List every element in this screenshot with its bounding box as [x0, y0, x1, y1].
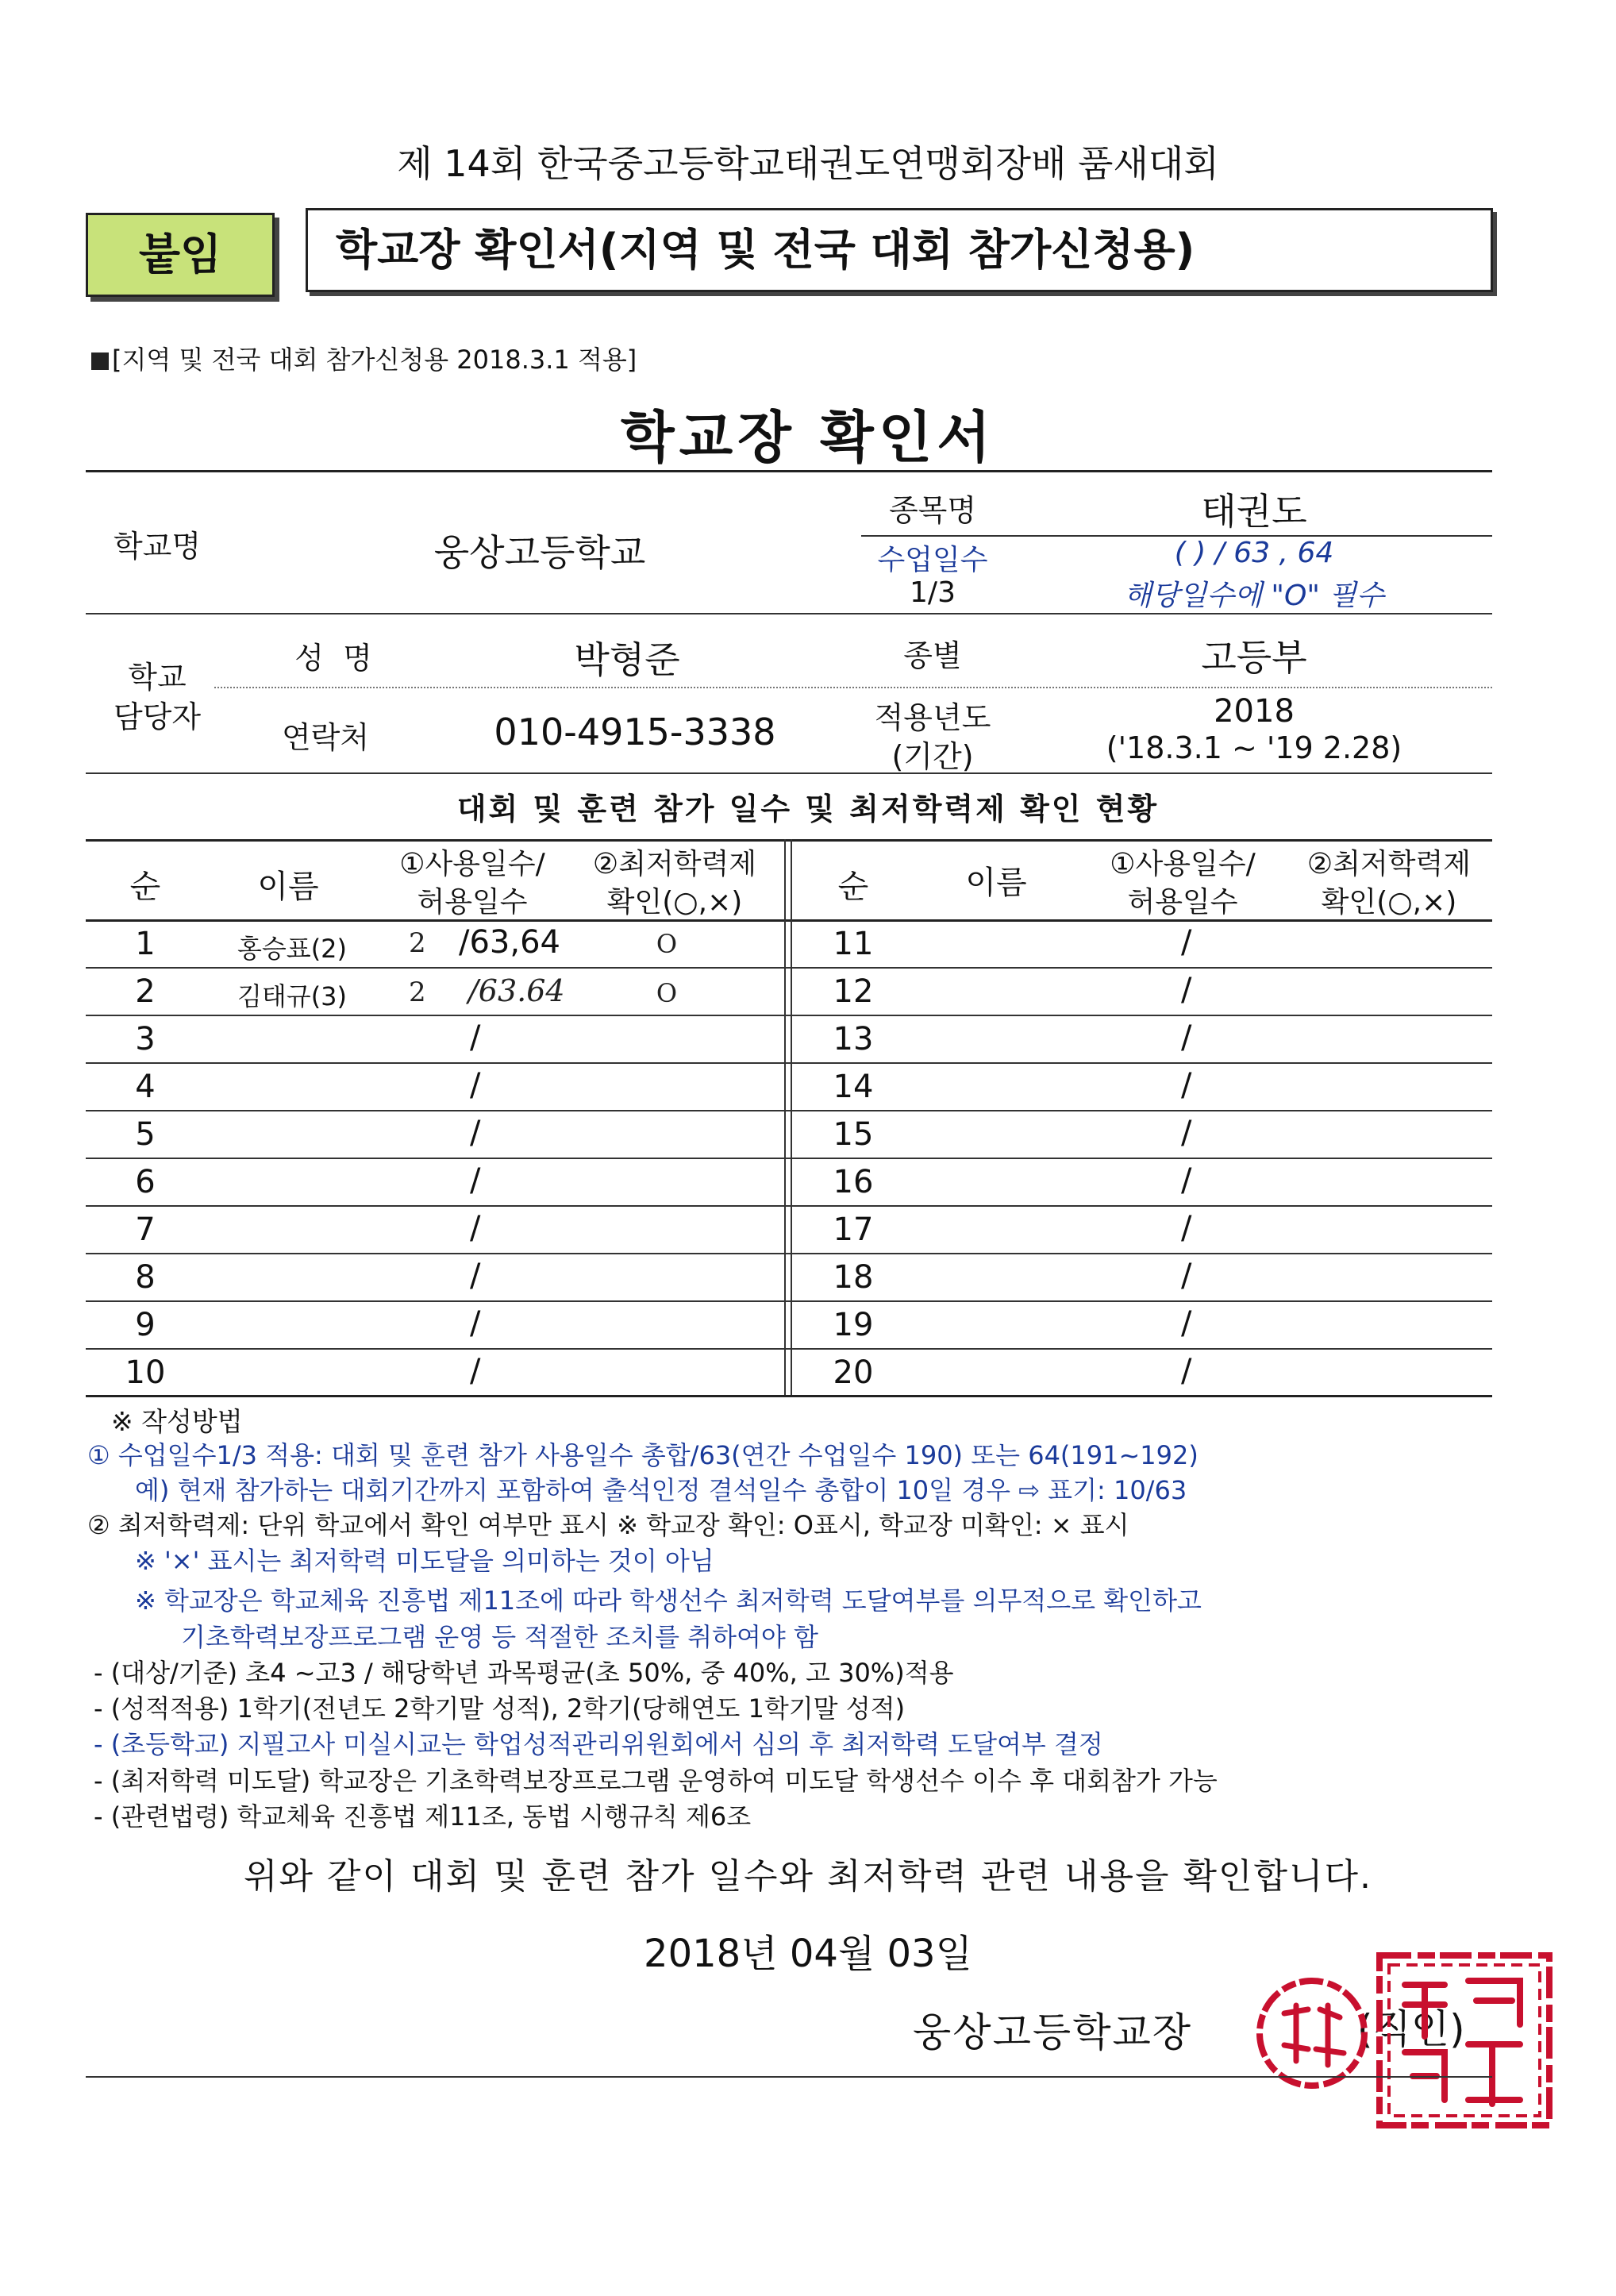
detail-5: - (관련법령) 학교체육 진흥법 제11조, 동법 시행규칙 제6조	[94, 1801, 752, 1832]
form-title-box	[306, 208, 1493, 292]
form-note	[91, 340, 637, 376]
manager-label-2: 담당자	[113, 699, 202, 734]
class-days-value: ( ) / 63 , 64	[1174, 537, 1334, 569]
row-slash: /	[1181, 1210, 1192, 1246]
row-check: O	[656, 978, 678, 1008]
main-title: 학교장 확인서	[620, 405, 996, 470]
row-allowed-days: /	[470, 1162, 481, 1199]
detail-1: - (대상/기준) 초4 ~고3 / 해당학년 과목평균(초 50%, 중 40%, 고 30%)적용	[94, 1658, 954, 1688]
name-value: 박형준	[574, 638, 680, 681]
header-check-right-2: 확인(○,×)	[1321, 886, 1457, 919]
square-bullet-icon	[91, 352, 109, 370]
row-name: 홍승표(2)	[237, 934, 348, 964]
row-number: 19	[833, 1307, 874, 1343]
row-allowed-days: /	[470, 1353, 481, 1389]
header-days-left-1: ①사용일수/	[399, 848, 545, 880]
note-4b: 기초학력보장프로그램 운영 등 적절한 조치를 취하여야 함	[181, 1622, 818, 1652]
form-note-text: [지역 및 전국 대회 참가신청용 2018.3.1 적용]	[112, 345, 637, 375]
note-4a: ※ 학교장은 학교체육 진흥법 제11조에 따라 학생선수 최저학력 도달여부를 의무적으로 확인하고	[135, 1585, 1202, 1616]
row-slash: /	[1181, 972, 1192, 1008]
attachment-badge-label: 붙임	[138, 229, 222, 279]
row-number: 17	[833, 1212, 874, 1248]
row-number: 16	[833, 1164, 874, 1200]
row-number: 9	[135, 1307, 156, 1343]
row-number: 13	[833, 1021, 874, 1057]
form-title: 학교장 확인서(지역 및 전국 대회 참가신청용)	[336, 225, 1195, 275]
event-value: 태권도	[1201, 490, 1307, 533]
class-days-fraction: 1/3	[910, 576, 956, 609]
row-check: O	[656, 929, 678, 959]
seal-label: (직인)	[1357, 2006, 1465, 2052]
year-value-1: 2018	[1214, 693, 1295, 730]
row-slash: /	[1181, 1067, 1192, 1104]
section-title: 대회 및 훈련 참가 일수 및 최저학력제 확인 현황	[456, 792, 1160, 826]
row-number: 2	[135, 973, 156, 1010]
header-no-left: 순	[129, 869, 161, 905]
header-days-left-2: 허용일수	[417, 886, 528, 919]
note-3: ※ '×' 표시는 최저학력 미도달을 의미하는 것이 아님	[135, 1546, 714, 1576]
row-allowed-days: /63.64	[468, 973, 565, 1008]
detail-4: - (최저학력 미도달) 학교장은 기초학력보장프로그램 운영하여 미도달 학생선수 이수 후 대회참가 가능	[94, 1766, 1218, 1796]
row-slash: /	[1181, 1162, 1192, 1199]
row-allowed-days: /	[470, 1067, 481, 1104]
row-number: 15	[833, 1116, 874, 1153]
row-slash: /	[1181, 1115, 1192, 1151]
contact-label: 연락처	[281, 720, 370, 755]
school-value: 웅상고등학교	[433, 531, 646, 574]
year-value-2: ('18.3.1 ~ '19 2.28)	[1106, 730, 1402, 765]
row-number: 5	[135, 1116, 156, 1153]
principal-signature: 웅상고등학교장	[913, 2009, 1193, 2055]
row-number: 8	[135, 1259, 156, 1296]
row-allowed-days: /63,64	[459, 924, 560, 961]
note-1a: ① 수업일수1/3 적용: 대회 및 훈련 참가 사용일수 총합/63(연간 수업일수 190) 또는 64(191~192)	[87, 1440, 1199, 1470]
row-used-days: 2	[409, 977, 426, 1008]
header-days-right-1: ①사용일수/	[1110, 848, 1256, 880]
row-number: 6	[135, 1164, 156, 1200]
header-check-right-1: ②최저학력제	[1306, 848, 1472, 880]
header-no-right: 순	[837, 869, 869, 905]
row-number: 20	[833, 1354, 874, 1391]
detail-3: - (초등학교) 지필고사 미실시교는 학업성적관리위원회에서 심의 후 최저학력 도달여부 결정	[94, 1729, 1103, 1759]
school-label: 학교명	[113, 529, 202, 564]
row-allowed-days: /	[470, 1210, 481, 1246]
class-days-label: 수업일수	[877, 544, 988, 576]
note-1b: 예) 현재 참가하는 대회기간까지 포함하여 출석인정 결석일수 총합이 10일 경우 ⇨ 표기: 10/63	[135, 1475, 1187, 1505]
row-slash: /	[1181, 1305, 1192, 1342]
name-label: 성 명	[294, 641, 372, 676]
row-number: 12	[833, 973, 874, 1010]
row-number: 7	[135, 1212, 156, 1248]
division-value: 고등부	[1201, 636, 1307, 679]
row-slash: /	[1181, 1258, 1192, 1294]
row-allowed-days: /	[470, 1019, 481, 1056]
attachment-badge	[86, 213, 275, 297]
division-label: 종별	[903, 638, 962, 673]
manager-label-1: 학교	[128, 660, 187, 695]
row-used-days: 2	[409, 927, 426, 959]
contact-value: 010-4915-3338	[494, 711, 776, 753]
row-number: 1	[135, 926, 156, 962]
row-allowed-days: /	[470, 1258, 481, 1294]
row-slash: /	[1181, 924, 1192, 961]
row-number: 11	[833, 926, 874, 962]
school-seal-icon	[1373, 1949, 1556, 2132]
notes-heading: ※ 작성방법	[111, 1406, 243, 1437]
personal-seal-icon	[1252, 1974, 1372, 2093]
row-slash: /	[1181, 1019, 1192, 1056]
year-label-2: (기간)	[891, 739, 974, 774]
confirm-date: 2018년 04월 03일	[644, 1932, 972, 1976]
year-label-1: 적용년도	[874, 700, 991, 735]
row-number: 3	[135, 1021, 156, 1057]
header-name-left: 이름	[257, 869, 319, 905]
event-title: 제 14회 한국중고등학교태권도연맹회장배 품새대회	[397, 142, 1219, 185]
row-name: 김태규(3)	[237, 981, 348, 1011]
header-check-left-1: ②최저학력제	[592, 848, 757, 880]
header-check-left-2: 확인(○,×)	[606, 886, 743, 919]
event-label: 종목명	[888, 493, 977, 528]
header-days-right-2: 허용일수	[1127, 886, 1238, 919]
row-slash: /	[1181, 1353, 1192, 1389]
row-number: 4	[135, 1069, 156, 1105]
header-name-right: 이름	[965, 865, 1027, 901]
note-2: ② 최저학력제: 단위 학교에서 확인 여부만 표시 ※ 학교장 확인: O표시, 학교장 미확인: × 표시	[87, 1510, 1129, 1540]
row-allowed-days: /	[470, 1115, 481, 1151]
row-number: 14	[833, 1069, 874, 1105]
row-allowed-days: /	[470, 1305, 481, 1342]
confirm-statement: 위와 같이 대회 및 훈련 참가 일수와 최저학력 관련 내용을 확인합니다.	[244, 1856, 1372, 1897]
class-days-note: 해당일수에 "O" 필수	[1124, 580, 1384, 612]
detail-2: - (성적적용) 1학기(전년도 2학기말 성적), 2학기(당해연도 1학기말 성적)	[94, 1693, 906, 1724]
row-number: 10	[125, 1354, 166, 1391]
row-number: 18	[833, 1259, 874, 1296]
